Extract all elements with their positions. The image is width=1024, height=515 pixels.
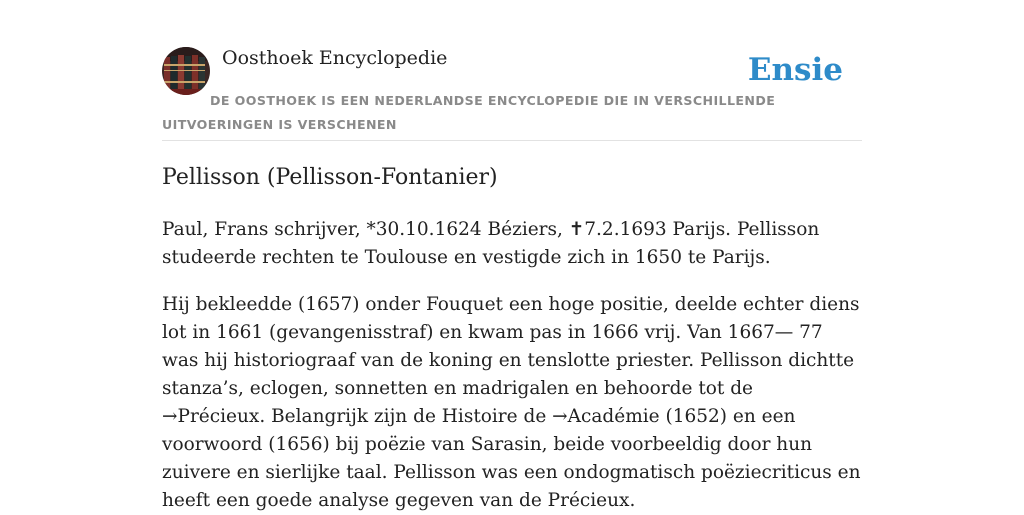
page [162, 0, 862, 511]
site-tagline: DE OOSTHOEK IS EEN NEDERLANDSE ENCYCLOPEDIE DIE IN VERSCHILLENDE UITVOERINGEN IS VERSCHENEN [162, 93, 776, 132]
site-name[interactable]: Oosthoek Encyclopedie [222, 47, 448, 69]
article-paragraph: Hij bekleedde (1657) onder Fouquet een hoge positie, deelde echter diens lot in 1661 (gevangenisstraf) en kwam pas in 1666 vrij. Van 1667— 77 was hij historiograaf van de koning en tenslotte priester. Pellisson dichtte stanza’s, eclogen, sonnetten en madrigalen en behoorde tot de →Précieux. Belangrijk zijn de Histoire de →Académie (1652) en een voorwoord (1656) bij poëzie van Sarasin, beide voorbeeldig door hun zuivere en sierlijke taal. Pellisson was een ondogmatisch poëziecriticus en heeft een goede analyse gegeven van de Précieux. [162, 294, 861, 511]
article-title: Pellisson (Pellisson-Fontanier) [162, 165, 498, 190]
article-paragraph: Paul, Frans schrijver, *30.10.1624 Béziers, ✝7.2.1693 Parijs. Pellisson studeerde rechten te Toulouse en vestigde zich in 1650 te Parijs. [162, 219, 820, 268]
brand-logo[interactable]: Ensie [747, 52, 843, 88]
site-header [162, 0, 862, 141]
article [162, 160, 862, 515]
encyclopedia-books-icon[interactable] [162, 47, 210, 95]
